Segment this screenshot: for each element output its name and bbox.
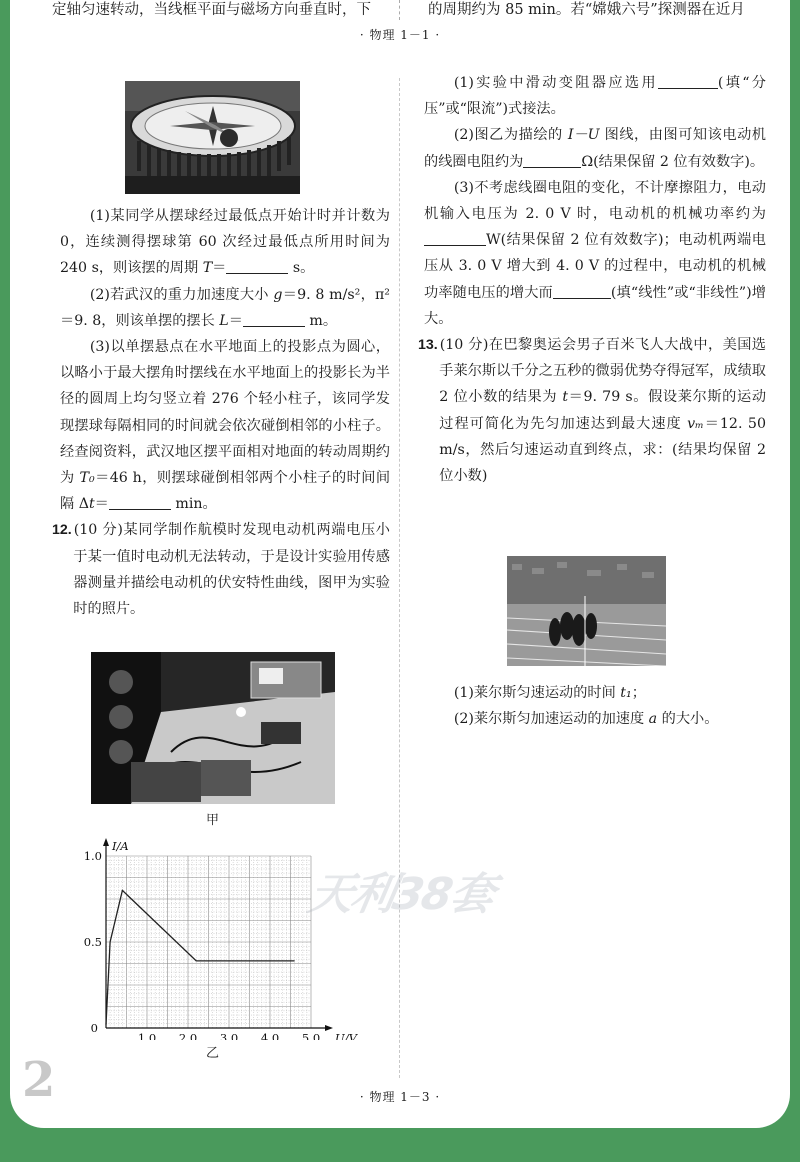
watermark: 天利38套 (304, 869, 497, 920)
x-axis-label: U/V (335, 1031, 357, 1040)
q11-part3: (3)以单摆悬点在水平地面上的投影点为圆心，以略小于最大摆角时摆线在水平地面上的投影长为半径的圆周上均匀竖立着 276 个轻小柱子，该同学发现摆球每隔相同的时间就会依次碰倒相邻的小柱子。经查阅资料，武汉地区摆平面相对地面的转动周期约为 T₀＝46 h，则摆球碰倒相邻两个小柱子的时间间隔 Δt＝ min。 (60, 339, 391, 513)
y-tick-label: 0.5 (83, 935, 102, 949)
top-right-text: 的周期约为 85 min。若“嫦娥六号”探测器在近月 (428, 2, 745, 18)
sprint-photo (507, 556, 666, 666)
left-column (52, 203, 391, 622)
caption-jia: 甲 (206, 813, 220, 828)
x-tick-label: 2.0 (178, 1031, 198, 1040)
q13-part2: (2)莱尔斯匀加速运动的加速度 a 的大小。 (453, 711, 719, 728)
q13-part1: (1)莱尔斯匀速运动的时间 t₁； (453, 685, 646, 701)
pendulum-photo (125, 81, 300, 194)
answer-blank[interactable] (109, 495, 171, 510)
page-label-top: · 物理 1－1 · (359, 28, 441, 42)
q13-stem: 13. (10 分)在巴黎奥运会男子百米飞人大战中，美国选手莱尔斯以千分之五秒的微弱优势夺得冠军，成绩取 2 位小数的结果为 t＝9. 79 s。假设莱尔斯的运动过程可简化为先匀加速达到最大速度 vₘ＝12. 50 m/s，然后匀速运动直到终点，求：(结果均保留 2 位小数) (418, 337, 767, 485)
x-tick-label: 3.0 (219, 1031, 239, 1040)
y-axis-label: I/A (112, 839, 129, 853)
q12-part1: (1)实验中滑动变阻器应选用 (填“分压”或“限流”)式接法。 (424, 75, 766, 118)
answer-blank[interactable] (658, 74, 718, 89)
origin-label: 0 (90, 1021, 98, 1035)
corner-page-number: 2 (22, 1052, 56, 1108)
y-tick-label: 1.0 (83, 849, 102, 863)
q12-stem: 12. (10 分)某同学制作航模时发现电动机两端电压小于某一值时电动机无法转动，于是设计实验用传感器测量并描绘电动机的伏安特性曲线，图甲为实验时的照片。 (52, 522, 390, 618)
answer-blank[interactable] (553, 284, 611, 299)
circuit-photo (91, 652, 335, 804)
q12-part2: (2)图乙为描绘的 I－U 图线，由图可知该电动机的线圈电阻约为 Ω(结果保留 2 位有效数字)。 (424, 127, 766, 170)
caption-yi: 乙 (206, 1046, 220, 1061)
x-tick-label: 4.0 (260, 1031, 280, 1040)
x-tick-label: 1.0 (137, 1031, 157, 1040)
column-divider (399, 78, 400, 1078)
answer-blank[interactable] (226, 259, 288, 274)
q11-part2: (2)若武汉的重力加速度大小 g＝9. 8 m/s²，π²＝9. 8，则该单摆的摆长 L＝ m。 (60, 286, 390, 329)
x-axis-arrow (325, 1025, 333, 1031)
answer-blank[interactable] (424, 231, 486, 246)
y-axis-arrow (103, 838, 109, 846)
x-tick-label: 5.0 (301, 1031, 321, 1040)
answer-blank[interactable] (523, 153, 581, 168)
q13-parts (424, 680, 766, 732)
right-column (418, 70, 767, 489)
page-label-bottom: · 物理 1－3 · (359, 1090, 441, 1104)
top-left-text: 定轴匀速转动，当线框平面与磁场方向垂直时，下 (52, 2, 371, 18)
answer-blank[interactable] (243, 312, 305, 327)
top-divider (399, 0, 401, 20)
q11-part1: (1)某同学从摆球经过最低点开始计时并计数为 0，连续测得摆球第 60 次经过最低点所用时间为 240 s，则该摆的周期 T＝ s。 (60, 208, 390, 277)
q12-part3: (3)不考虑线圈电阻的变化，不计摩擦阻力，电动机输入电压为 2. 0 V 时，电动机的机械功率约为W(结果保留 2 位有效数字)；电动机两端电压从 3. 0 V 增大到 4. 0 V 的过程中，电动机的机械功率随电压的增大而 (填“线性”或“非线性”)增大。 (424, 179, 766, 327)
exam-page (10, 0, 790, 1128)
